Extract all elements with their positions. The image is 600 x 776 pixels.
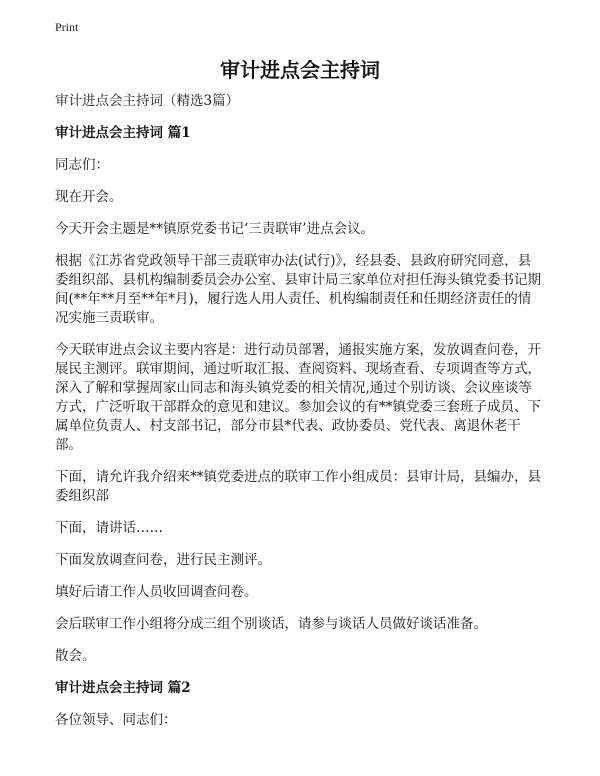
- paragraph: 填好后请工作人员收回调查问卷。: [55, 584, 258, 600]
- paragraph: 下面，请讲话……: [55, 520, 163, 536]
- document-body: [55, 92, 542, 743]
- paragraph: 现在开会。: [55, 189, 123, 205]
- paragraph: 今天开会主题是**镇原党委书记‘三责联审’进点会议。: [55, 221, 375, 237]
- section-heading: 审计进点会主持词 篇1: [55, 125, 191, 141]
- paragraph: 会后联审工作小组将分成三组个别谈话，请参与谈话人员做好谈话准备。: [55, 616, 487, 632]
- section-1: [55, 124, 542, 666]
- paragraph: 各位领导、同志们：: [55, 712, 177, 728]
- section-2: [55, 679, 542, 730]
- paragraph: 下面发放调查问卷，进行民主测评。: [55, 552, 271, 568]
- paragraph: 下面，请允许我介绍来**镇党委进点的联审工作小组成员：县审计局，县编办，县委组织部: [55, 469, 541, 504]
- paragraph: 今天联审进点会议主要内容是：进行动员部署，通报实施方案，发放调查问卷，开展民主测评。联审期间，通过听取汇报、查阅资料、现场查看、专项调查等方式，深入了解和掌握周家山同志和海头镇党委的相关情况,通过个别访谈、会议座谈等方式，广泛听取干部群众的意见和建议。参加会议的有**镇党委三套班子成员、下属单位负责人、村支部书记，部分市县*代表、政协委员、党代表、离退休老干部。: [55, 342, 541, 453]
- paragraph: 根据《江苏省党政领导干部三责联审办法(试行)》，经县委、县政府研究同意，县委组织部、县机构编制委员会办公室、县审计局三家单位对担任海头镇党委书记期间(**年**月至**年*月)，履行选人用人责任、机构编制责任和任期经济责任的情况实施三责联审。: [55, 253, 541, 326]
- document-intro: 审计进点会主持词（精选3篇）: [55, 93, 240, 109]
- section-heading: 审计进点会主持词 篇2: [55, 680, 191, 696]
- document-title: 审计进点会主持词: [220, 58, 380, 82]
- paragraph: 散会。: [55, 648, 96, 664]
- paragraph: 同志们：: [55, 157, 109, 173]
- print-link[interactable]: Print: [55, 20, 79, 34]
